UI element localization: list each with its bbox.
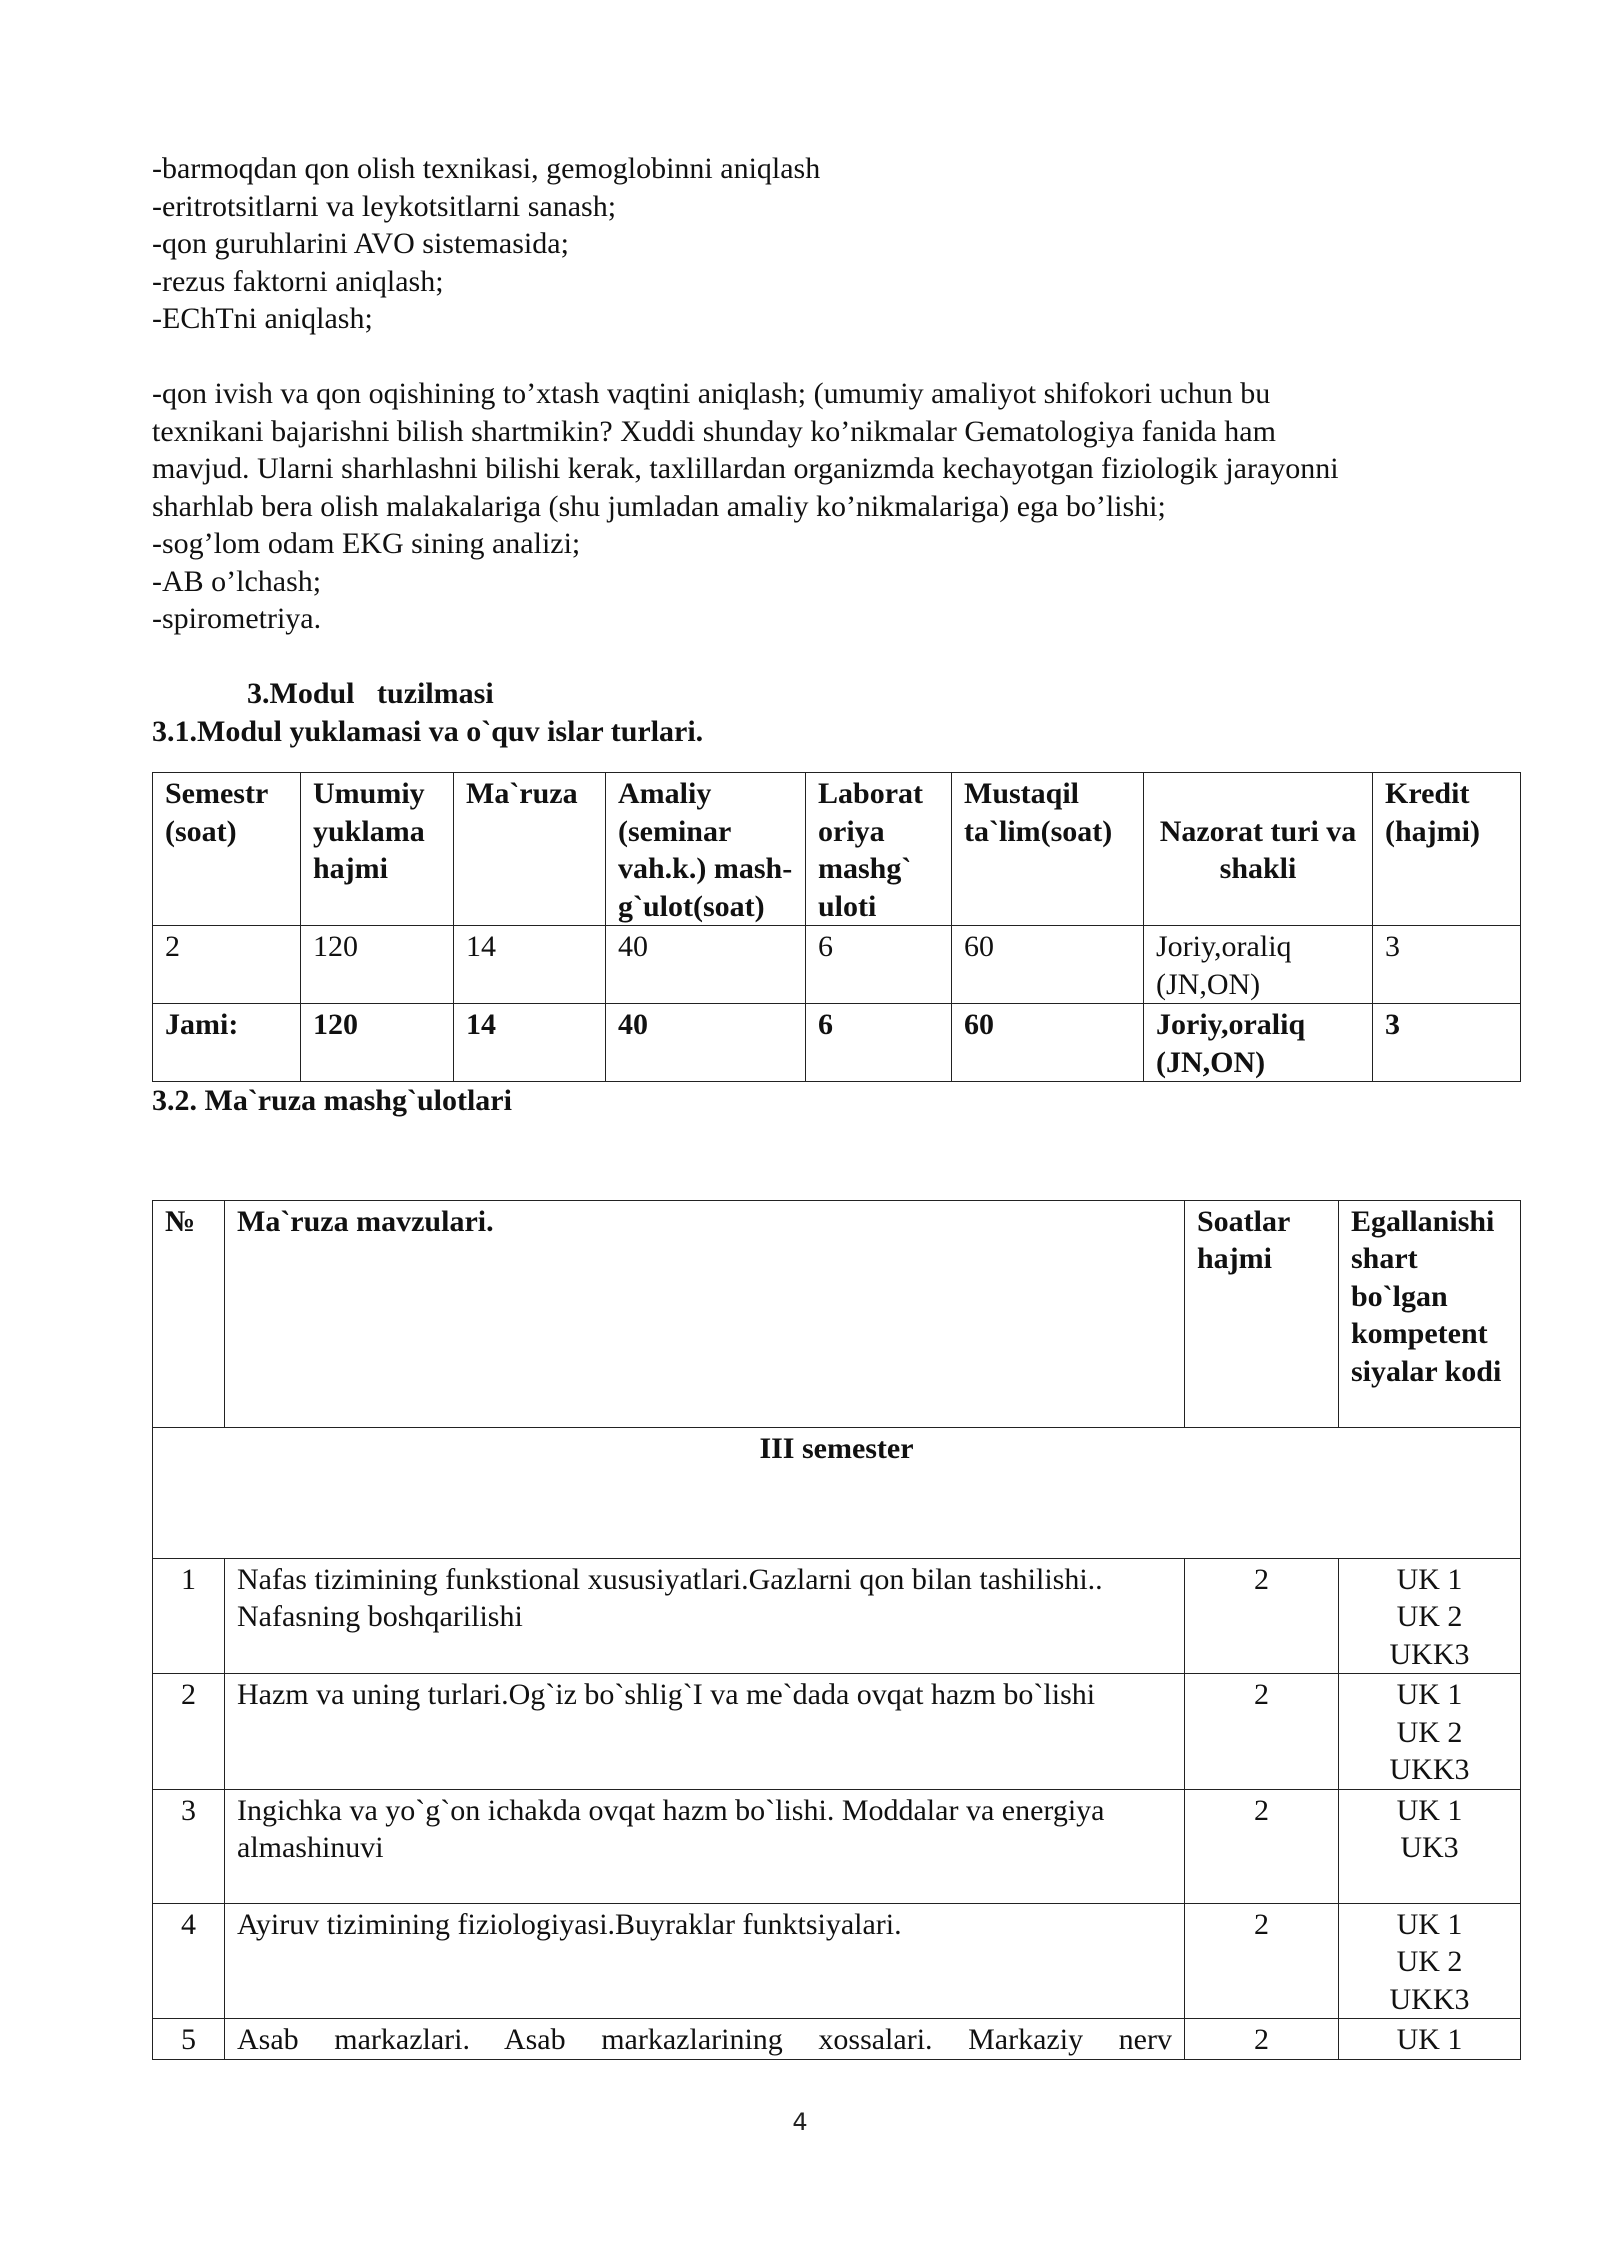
cell-amaliy: 40	[606, 926, 806, 1004]
cell-maruza: 14	[454, 926, 606, 1004]
competency-code: UK 1	[1396, 1562, 1463, 1596]
table-header-row	[153, 773, 1521, 926]
row-topic: Ayiruv tizimining fiziologiyasi.Buyraklar funktsiyalari.	[225, 1903, 1185, 2019]
row-hours: 2	[1185, 1903, 1339, 2019]
competency-code: UK 1	[1396, 1678, 1463, 1711]
paragraph-line: -spirometriya.	[152, 602, 322, 635]
competency-code: UKK3	[1389, 1982, 1470, 2016]
competency-code: UK 2	[1396, 1600, 1463, 1633]
competency-code: UKK3	[1389, 1753, 1470, 1786]
row-hours: 2	[1185, 2019, 1339, 2060]
list-item: -qon guruhlarini AVO sistemasida;	[152, 227, 569, 260]
table-row	[153, 2019, 1521, 2060]
total-label: Jami:	[153, 1004, 301, 1082]
row-number: 3	[153, 1789, 225, 1903]
competency-code: UK 2	[1396, 1945, 1463, 1978]
header-amaliy: Amaliy (seminar vah.k.) mash-g`ulot(soat)	[606, 773, 806, 926]
row-topic: Ingichka va yo`g`on ichakda ovqat hazm bo`lishi. Moddalar va energiya almashinuvi	[225, 1789, 1185, 1903]
paragraph-line: texnikani bajarishni bilish shartmikin? Xuddi shunday ko’nikmalar Gematologiya fanida ham	[152, 414, 1276, 448]
header-maruza: Ma`ruza	[454, 773, 606, 926]
row-codes	[1339, 1674, 1521, 1790]
table-row	[153, 1903, 1521, 2019]
header-nazorat: Nazorat turi va shakli	[1144, 773, 1373, 926]
table-row	[153, 1558, 1521, 1674]
cell-kredit: 3	[1373, 926, 1521, 1004]
row-number: 4	[153, 1903, 225, 2019]
paragraph-line: sharhlab bera olish malakalariga (shu jumladan amaliy ko’nikmalariga) ega bo’lishi;	[152, 489, 1166, 523]
row-codes	[1339, 1789, 1521, 1903]
total-nazorat: Joriy,oraliq (JN,ON)	[1144, 1004, 1373, 1082]
header-topic: Ma`ruza mavzulari.	[225, 1200, 1185, 1427]
paragraph-line: -AB o’lchash;	[152, 564, 322, 598]
competency-code: UK 1	[1396, 1793, 1463, 1827]
header-number: №	[153, 1200, 225, 1427]
header-mustaqil: Mustaqil ta`lim(soat)	[952, 773, 1144, 926]
module-load-table	[152, 772, 1521, 1082]
section-3-heading: 3.Modul tuzilmasi	[247, 677, 494, 710]
list-item: -eritrotsitlarni va leykotsitlarni sanash;	[152, 189, 617, 223]
header-semestr: Semestr (soat)	[153, 773, 301, 926]
header-codes: Egallanishi shart bo`lgan kompetent siyalar kodi	[1339, 1200, 1521, 1427]
cell-mustaqil: 60	[952, 926, 1144, 1004]
total-kredit: 3	[1373, 1004, 1521, 1082]
cell-umumiy: 120	[301, 926, 454, 1004]
section-3-1-heading: 3.1.Modul yuklamasi va o`quv islar turlari.	[152, 714, 704, 748]
table-row	[153, 1789, 1521, 1903]
document-page	[152, 150, 1520, 2060]
lecture-table	[152, 1200, 1521, 2060]
competency-code: UK 1	[1396, 2023, 1463, 2056]
section-3-2-heading: 3.2. Ma`ruza mashg`ulotlari	[152, 1084, 512, 1117]
paragraph-line: mavjud. Ularni sharhlashni bilishi kerak, taxlillardan organizmda kechayotgan fiziologik jarayonni	[152, 452, 1339, 485]
table-row	[153, 1674, 1521, 1790]
competency-code: UK 1	[1396, 1907, 1463, 1941]
table-row	[153, 926, 1521, 1004]
header-laborat: Laborat oriya mashg` uloti	[806, 773, 952, 926]
competency-code: UK 2	[1396, 1715, 1463, 1749]
intro-list	[152, 150, 1520, 338]
row-codes	[1339, 2019, 1521, 2060]
row-hours: 2	[1185, 1789, 1339, 1903]
total-umumiy: 120	[301, 1004, 454, 1082]
header-umumiy: Umumiy yuklama hajmi	[301, 773, 454, 926]
row-hours: 2	[1185, 1674, 1339, 1790]
table-header-row	[153, 1200, 1521, 1427]
page-number: 4	[792, 2108, 808, 2136]
row-codes	[1339, 1903, 1521, 2019]
total-maruza: 14	[454, 1004, 606, 1082]
competency-code: UK3	[1400, 1831, 1459, 1864]
header-hours: Soatlar hajmi	[1185, 1200, 1339, 1427]
paragraph-line: -sog’lom odam EKG sining analizi;	[152, 527, 581, 560]
list-item: -EChTni aniqlash;	[152, 302, 373, 335]
total-mustaqil: 60	[952, 1004, 1144, 1082]
table-total-row	[153, 1004, 1521, 1082]
list-item: -rezus faktorni aniqlash;	[152, 264, 444, 298]
competency-code: UKK3	[1389, 1637, 1470, 1671]
row-number: 1	[153, 1558, 225, 1674]
row-hours: 2	[1185, 1558, 1339, 1674]
row-number: 2	[153, 1674, 225, 1790]
row-topic: Hazm va uning turlari.Og`iz bo`shlig`I va me`dada ovqat hazm bo`lishi	[225, 1674, 1185, 1790]
cell-semestr: 2	[153, 926, 301, 1004]
total-laborat: 6	[806, 1004, 952, 1082]
header-kredit: Kredit (hajmi)	[1373, 773, 1521, 926]
row-number: 5	[153, 2019, 225, 2060]
semester-label: III semester	[153, 1427, 1521, 1558]
list-item: -barmoqdan qon olish texnikasi, gemoglobinni aniqlash	[152, 152, 821, 185]
total-amaliy: 40	[606, 1004, 806, 1082]
semester-row	[153, 1427, 1521, 1558]
paragraph-line: -qon ivish va qon oqishining to’xtash vaqtini aniqlash; (umumiy amaliyot shifokori uchun bu	[152, 377, 1271, 410]
cell-laborat: 6	[806, 926, 952, 1004]
row-topic: Nafas tizimining funkstional xususiyatlari.Gazlarni qon bilan tashilishi.. Nafasning boshqarilishi	[225, 1558, 1185, 1674]
skills-paragraph	[152, 375, 1520, 638]
row-codes	[1339, 1558, 1521, 1674]
row-topic: Asab markazlari. Asab markazlarining xossalari. Markaziy nerv	[225, 2019, 1185, 2060]
cell-nazorat: Joriy,oraliq (JN,ON)	[1144, 926, 1373, 1004]
